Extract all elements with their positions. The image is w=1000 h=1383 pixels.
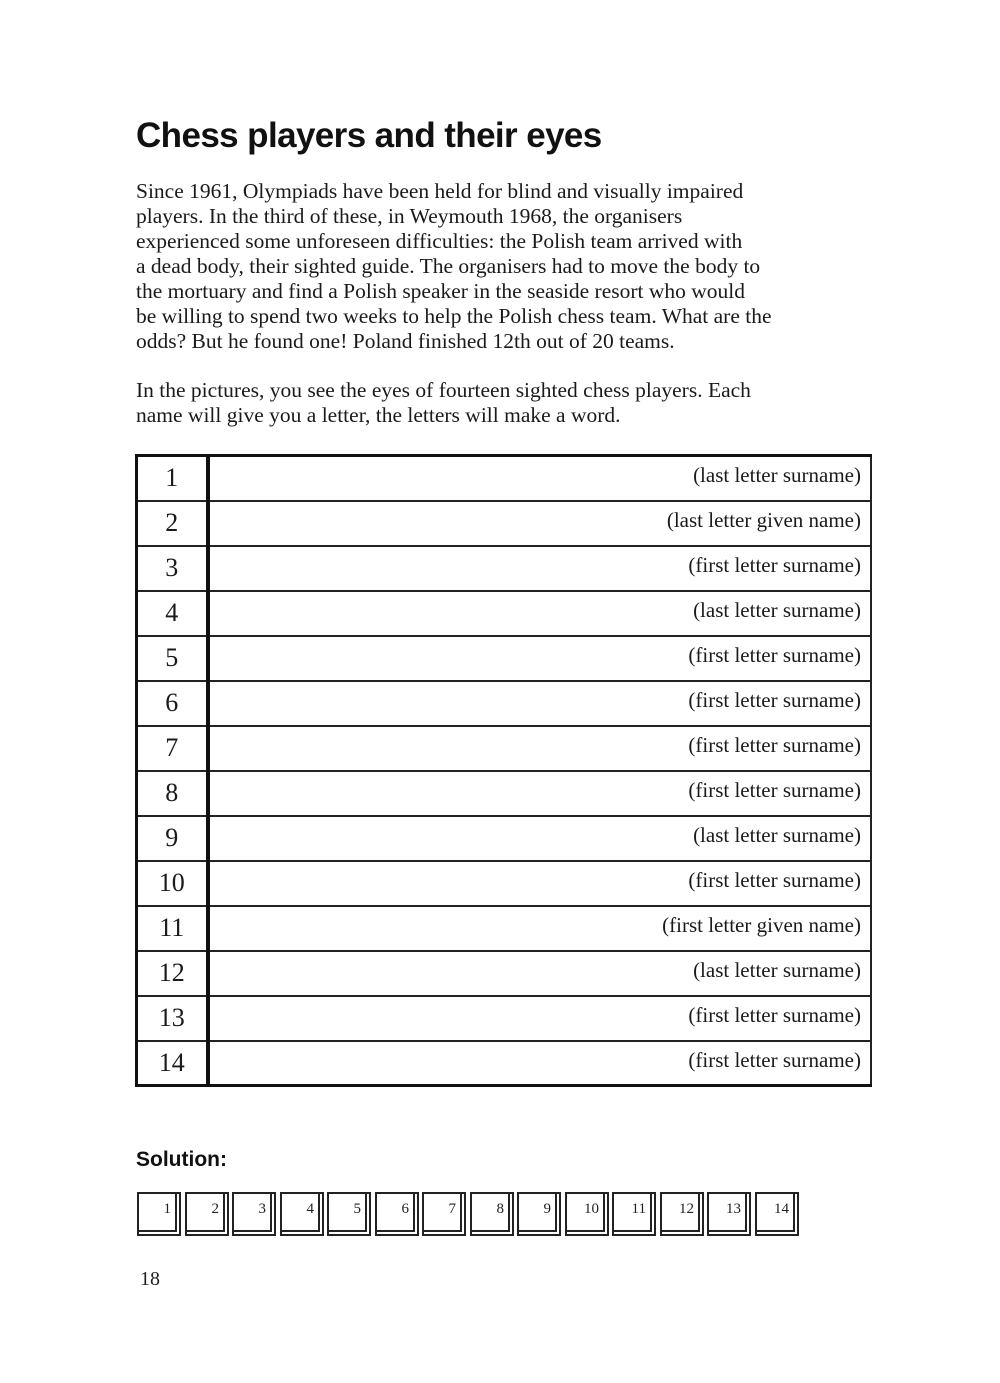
solution-box-number: 1: [163, 1201, 171, 1217]
row-number: 11: [137, 906, 208, 951]
instruction-line: In the pictures, you see the eyes of fourteen sighted chess players. Each: [136, 378, 751, 402]
solution-box[interactable]: [137, 1192, 181, 1236]
solution-box[interactable]: [755, 1192, 799, 1236]
table-row: [137, 996, 872, 1041]
solution-box-number: 5: [353, 1201, 361, 1217]
row-number: 1: [137, 456, 208, 501]
solution-box[interactable]: [375, 1192, 419, 1236]
answer-cell[interactable]: (first letter surname): [208, 681, 872, 726]
solution-box-number: 12: [679, 1201, 694, 1217]
answer-cell[interactable]: (last letter given name): [208, 501, 872, 546]
solution-box-number: 9: [543, 1201, 551, 1217]
row-number: 14: [137, 1041, 208, 1086]
solution-box[interactable]: [232, 1192, 276, 1236]
intro-line: experienced some unforeseen difficulties: the Polish team arrived with: [136, 229, 743, 253]
answer-cell[interactable]: (first letter surname): [208, 996, 872, 1041]
table-row: [137, 951, 872, 996]
row-number: 6: [137, 681, 208, 726]
table-row: [137, 726, 872, 771]
row-number: 10: [137, 861, 208, 906]
row-number: 9: [137, 816, 208, 861]
table-row: [137, 1041, 872, 1086]
solution-box-number: 8: [496, 1201, 504, 1217]
solution-box[interactable]: [612, 1192, 656, 1236]
answer-table: [135, 454, 872, 1087]
solution-box[interactable]: [327, 1192, 371, 1236]
row-number: 2: [137, 501, 208, 546]
table-row: [137, 591, 872, 636]
solution-label: Solution:: [136, 1148, 227, 1171]
table-row: [137, 906, 872, 951]
solution-box-number: 10: [584, 1201, 599, 1217]
row-number: 4: [137, 591, 208, 636]
answer-cell[interactable]: (first letter surname): [208, 861, 872, 906]
intro-line: the mortuary and find a Polish speaker in the seaside resort who would: [136, 279, 746, 303]
solution-box[interactable]: [470, 1192, 514, 1236]
answer-cell[interactable]: (first letter surname): [208, 636, 872, 681]
answer-cell[interactable]: (last letter surname): [208, 591, 872, 636]
solution-box[interactable]: [707, 1192, 751, 1236]
answer-cell[interactable]: (first letter given name): [208, 906, 872, 951]
answer-cell[interactable]: (first letter surname): [208, 726, 872, 771]
page-title: Chess players and their eyes: [136, 116, 602, 155]
row-number: 13: [137, 996, 208, 1041]
solution-box-number: 2: [211, 1201, 219, 1217]
intro-line: be willing to spend two weeks to help the Polish chess team. What are the: [136, 304, 772, 328]
row-number: 8: [137, 771, 208, 816]
solution-box-number: 14: [774, 1201, 789, 1217]
answer-cell[interactable]: (first letter surname): [208, 771, 872, 816]
solution-box-number: 11: [631, 1201, 646, 1217]
solution-box[interactable]: [660, 1192, 704, 1236]
table-row: [137, 636, 872, 681]
table-row: [137, 681, 872, 726]
solution-box-number: 13: [726, 1201, 741, 1217]
row-number: 7: [137, 726, 208, 771]
intro-line: odds? But he found one! Poland finished 12th out of 20 teams.: [136, 329, 675, 353]
answer-cell[interactable]: (last letter surname): [208, 816, 872, 861]
solution-box[interactable]: [185, 1192, 229, 1236]
instruction-paragraph: [136, 378, 876, 428]
table-row: [137, 771, 872, 816]
answer-cell[interactable]: (last letter surname): [208, 951, 872, 996]
instruction-line: name will give you a letter, the letters will make a word.: [136, 403, 621, 427]
intro-line: a dead body, their sighted guide. The organisers had to move the body to: [136, 254, 761, 278]
solution-box-number: 3: [258, 1201, 266, 1217]
intro-line: Since 1961, Olympiads have been held for blind and visually impaired: [136, 179, 744, 203]
solution-box-number: 7: [448, 1201, 456, 1217]
answer-cell[interactable]: (first letter surname): [208, 546, 872, 591]
solution-box[interactable]: [565, 1192, 609, 1236]
intro-line: players. In the third of these, in Weymouth 1968, the organisers: [136, 204, 683, 228]
solution-box-number: 6: [401, 1201, 409, 1217]
solution-box[interactable]: [280, 1192, 324, 1236]
table-row: [137, 501, 872, 546]
row-number: 12: [137, 951, 208, 996]
solution-box[interactable]: [517, 1192, 561, 1236]
row-number: 5: [137, 636, 208, 681]
solution-box-number: 4: [306, 1201, 314, 1217]
row-number: 3: [137, 546, 208, 591]
table-row: [137, 546, 872, 591]
page-number: 18: [140, 1268, 160, 1290]
table-row: [137, 816, 872, 861]
intro-paragraph: [136, 179, 876, 354]
table-row: [137, 456, 872, 501]
table-row: [137, 861, 872, 906]
answer-cell[interactable]: (first letter surname): [208, 1041, 872, 1086]
answer-cell[interactable]: (last letter surname): [208, 456, 872, 501]
solution-box[interactable]: [422, 1192, 466, 1236]
